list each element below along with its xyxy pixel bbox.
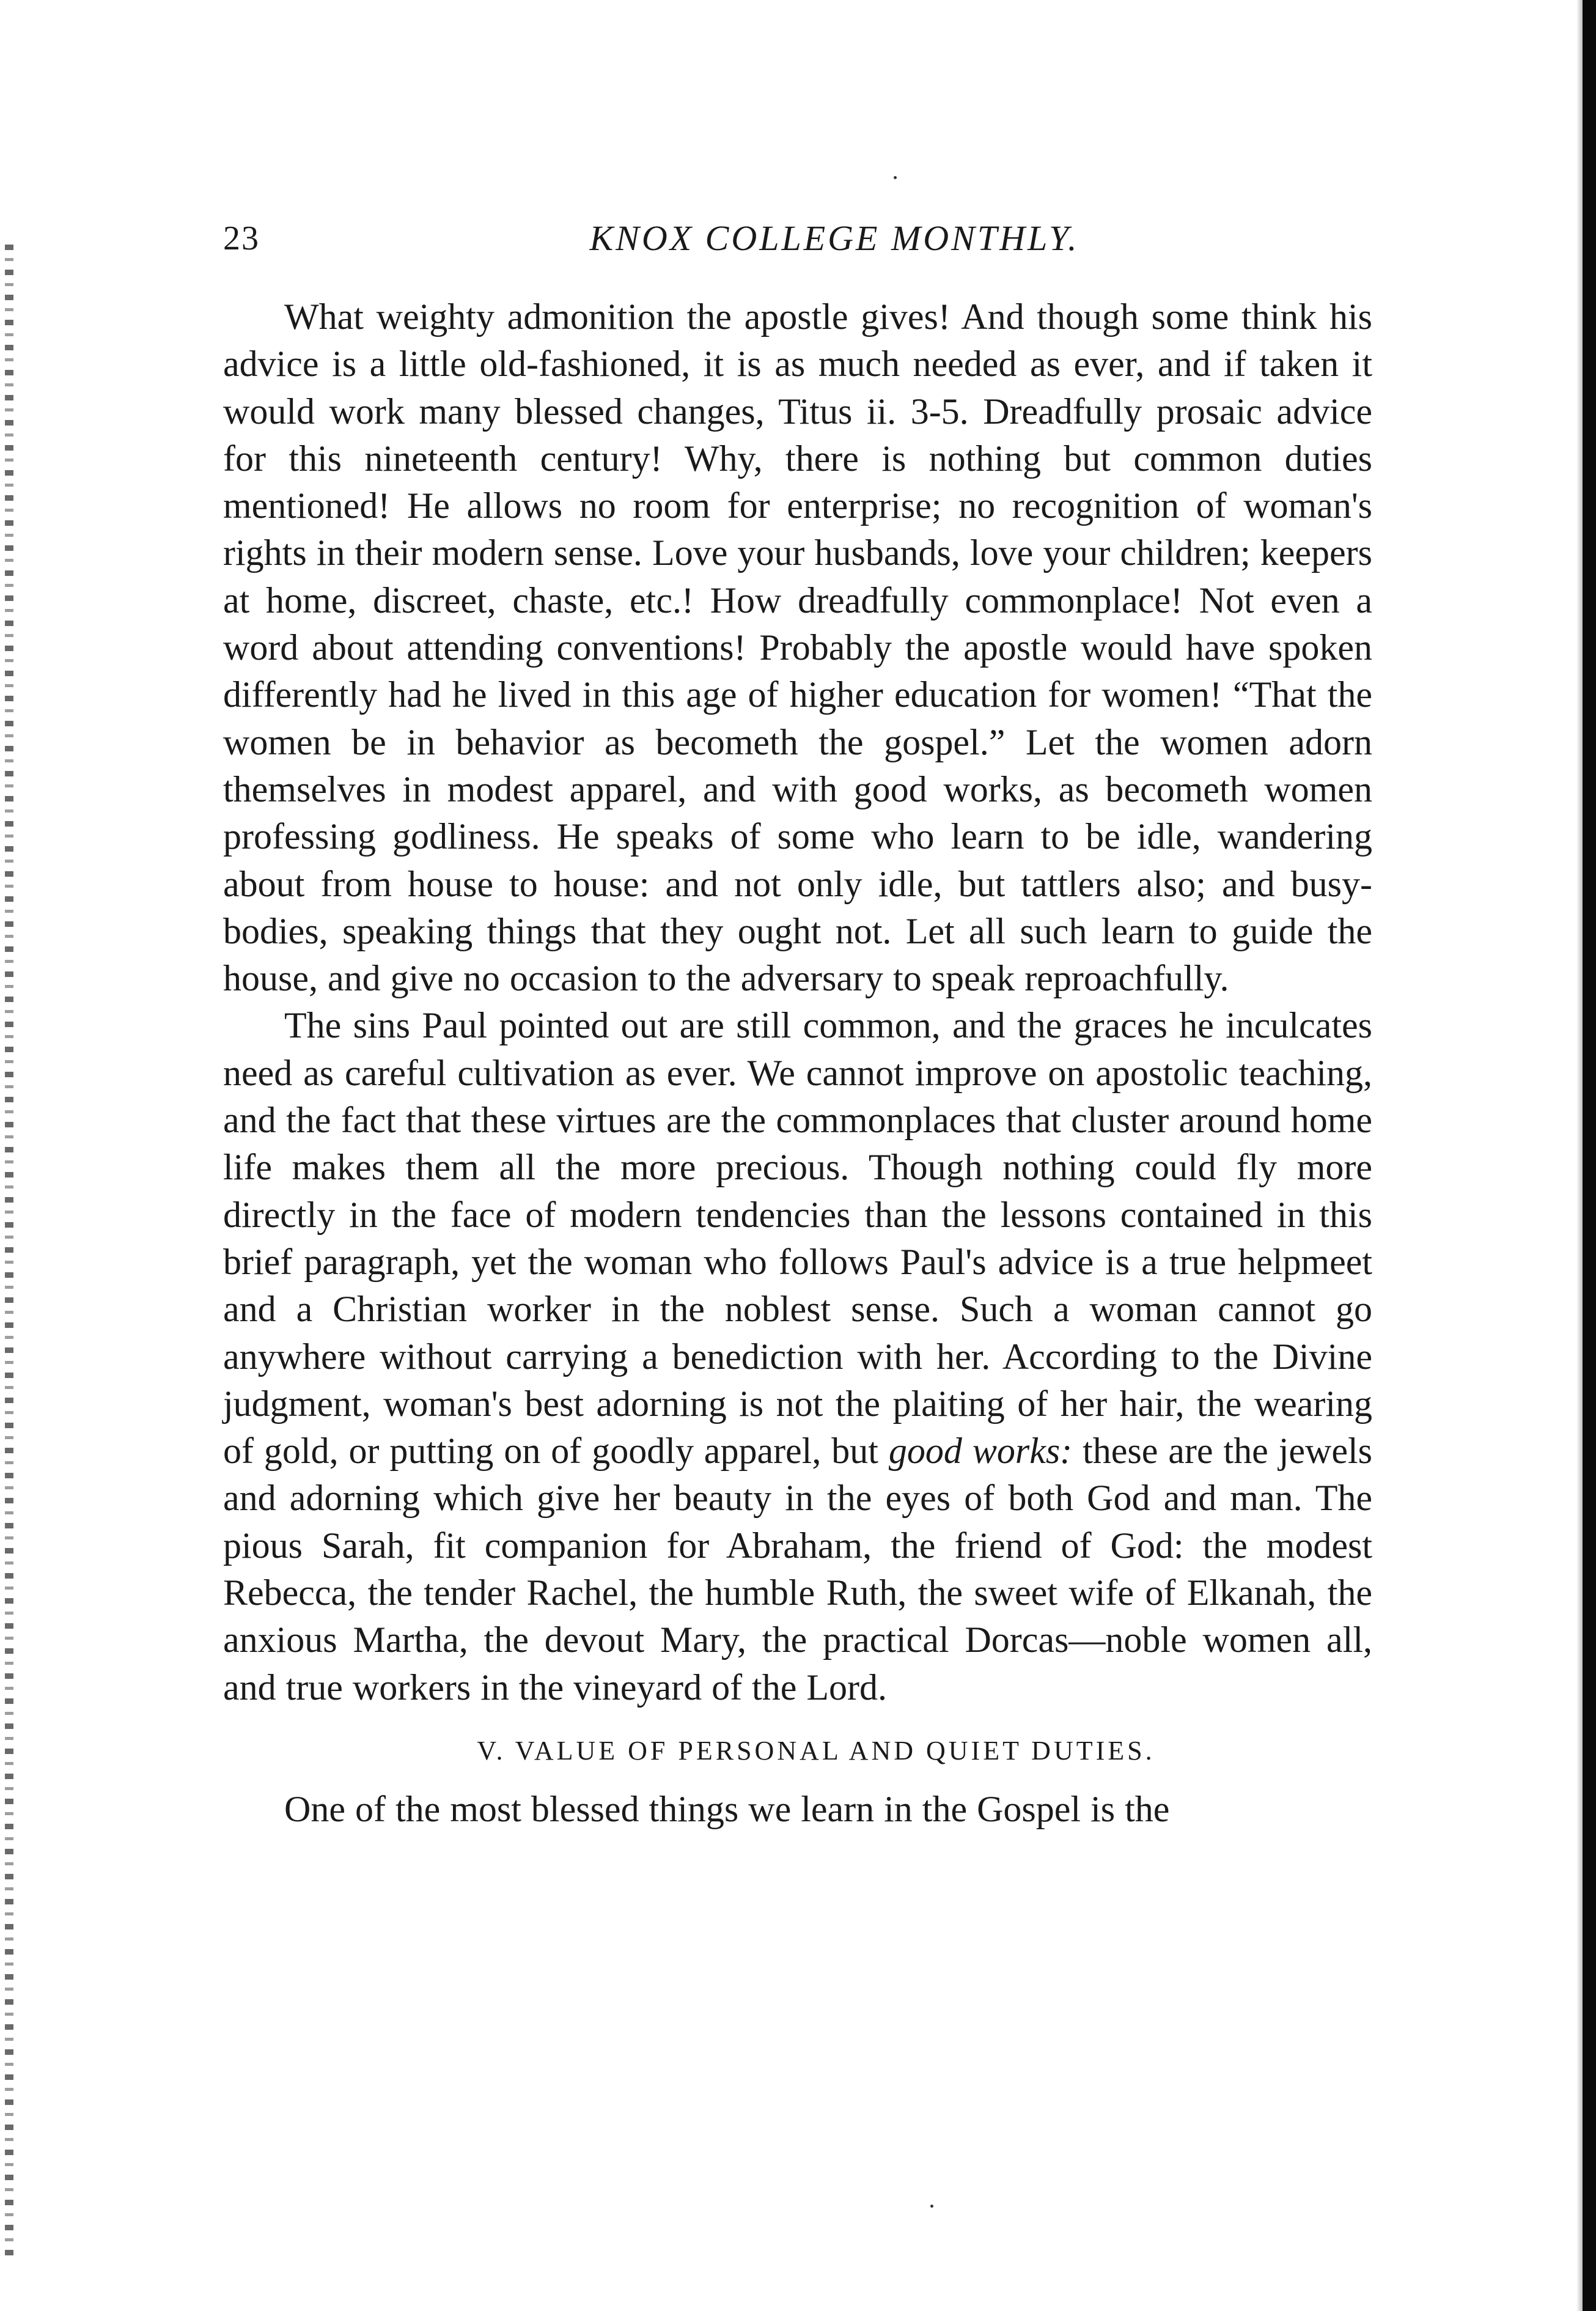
paragraph [223, 1786, 1372, 1833]
ink-speck [930, 2205, 933, 2208]
left-gutter-shadow [5, 245, 13, 2262]
page-header [223, 214, 1372, 269]
article-body [223, 293, 1372, 1833]
right-page-edge [1583, 0, 1596, 2311]
running-head: KNOX COLLEGE MONTHLY. [589, 218, 1079, 258]
paragraph [223, 1002, 1372, 1711]
paragraph-text: What weighty admonition the apostle gives! And though some think his advice is a little old-fashioned, it is as much needed as ever, and if taken it would work many blessed changes, Titus ii. 3-5. Dreadfully prosaic advice for this nineteenth century! Why, there is nothing but common duties mentioned! He allows no room for enterprise; no recognition of woman's rights in their modern sense. Love your husbands, love your children; keepers at home, discreet, chaste, etc.! How dreadfully commonplace! Not even a word about attending conventions! Probably the apostle would have spoken differently had he lived in this age of higher education for women! “That the women be in behavior as becometh the gospel.” Let the women adorn themselves in modest apparel, and with good works, as becometh women professing godliness. He speaks of some who learn to be idle, wandering about from house to house: and not only idle, but tattlers also; and busy-bodies, speaking things that they ought not. Let all such learn to guide the house, and give no occasion to the adversary to speak reproachfully. [223, 297, 1372, 999]
paragraph-text: One of the most blessed things we learn in the Gospel is the [284, 1788, 1170, 1829]
paragraph [223, 293, 1372, 1002]
paragraph-text: The sins Paul pointed out are still common, and the graces he inculcates need as careful cultivation as ever. We cannot improve on apostolic teaching, and the fact that these virtues are the commonplaces that cluster around home life makes them all the more precious. Though nothing could fly more directly in the face of modern tendencies than the lessons contained in this brief paragraph, yet the woman who follows Paul's advice is a true helpmeet and a Christian worker in the noblest sense. Such a woman cannot go anywhere without carrying a benediction with her. According to the Divine judgment, woman's best adorning is not the plaiting of her hair, the wearing of gold, or putting on of goodly apparel, but [223, 1005, 1372, 1472]
paragraph-text: these are the jewels and adorning which give her beauty in the eyes of both God and man. The pious Sarah, fit companion for Abraham, the friend of God: the modest Rebecca, the tender Rachel, the humble Ruth, the sweet wife of Elkanah, the anxious Martha, the devout Mary, the practical Dorcas—noble women all, and true workers in the vineyard of the Lord. [223, 1431, 1372, 1708]
section-heading: V. VALUE OF PERSONAL AND QUIET DUTIES. [477, 1735, 1155, 1766]
page-number: 23 [223, 219, 260, 257]
right-edge-shade [1576, 0, 1583, 2311]
ink-speck [894, 176, 897, 179]
emphasis-text: good works: [888, 1431, 1073, 1472]
